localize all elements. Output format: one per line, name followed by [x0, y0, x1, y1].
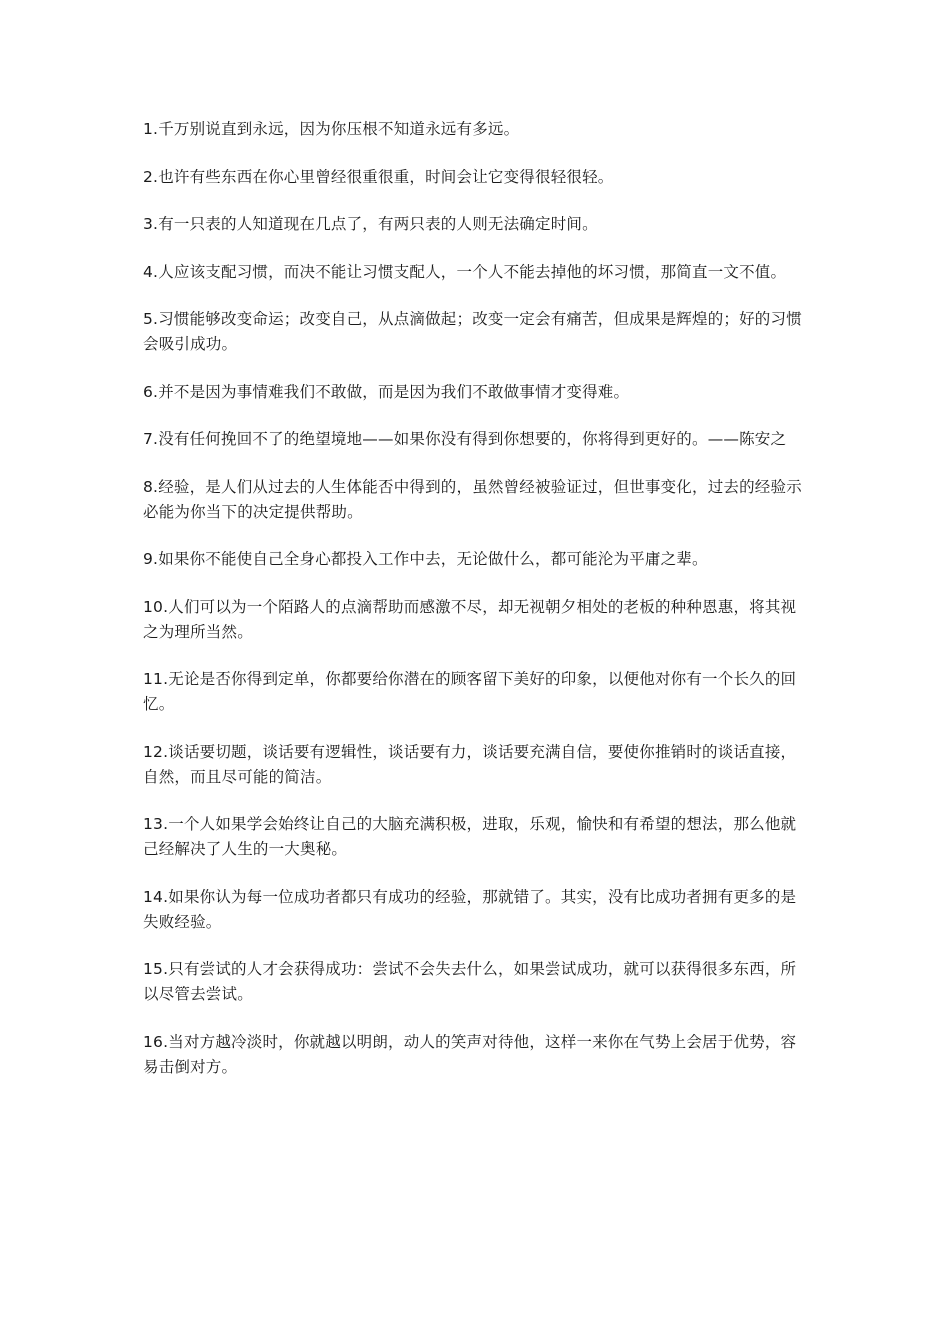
quote-paragraph-14: 14.如果你认为每一位成功者都只有成功的经验，那就错了。其实，没有比成功者拥有更多的是失败经验。 [143, 887, 797, 931]
quote-paragraph-9: 9.如果你不能使自己全身心都投入工作中去，无论做什么，都可能沦为平庸之辈。 [143, 550, 708, 568]
quote-paragraph-12: 12.谈话要切题，谈话要有逻辑性，谈话要有力，谈话要充满自信，要使你推销时的谈话直接，自然，而且尽可能的简洁。 [143, 742, 797, 786]
quote-paragraph-7: 7.没有任何挽回不了的绝望境地——如果你没有得到你想要的，你将得到更好的。——陈安之 [143, 430, 787, 448]
quote-list [143, 117, 811, 1102]
quote-paragraph-3: 3.有一只表的人知道现在几点了，有两只表的人则无法确定时间。 [143, 215, 598, 233]
quote-paragraph-8: 8.经验，是人们从过去的人生体能否中得到的，虽然曾经被验证过，但世事变化，过去的经验示必能为你当下的决定提供帮助。 [143, 477, 802, 521]
quote-paragraph-13: 13.一个人如果学会始终让自己的大脑充满积极，进取，乐观，愉快和有希望的想法，那么他就己经解决了人生的一大奥秘。 [143, 815, 797, 858]
quote-paragraph-15: 15.只有尝试的人才会获得成功：尝试不会失去什么，如果尝试成功，就可以获得很多东西，所以尽管去尝试。 [143, 960, 797, 1003]
quote-paragraph-5: 5.习惯能够改变命运；改变自己，从点滴做起；改变一定会有痛苦，但成果是辉煌的；好的习惯会吸引成功。 [143, 310, 802, 353]
quote-paragraph-11: 11.无论是否你得到定单，你都要给你潜在的顾客留下美好的印象，以便他对你有一个长久的回忆。 [143, 670, 797, 713]
quote-paragraph-10: 10.人们可以为一个陌路人的点滴帮助而感激不尽，却无视朝夕相处的老板的种种恩惠，将其视之为理所当然。 [143, 597, 797, 641]
quote-paragraph-6: 6.并不是因为事情难我们不敢做，而是因为我们不敢做事情才变得难。 [143, 382, 630, 401]
quote-paragraph-4: 4.人应该支配习惯，而决不能让习惯支配人，一个人不能去掉他的坏习惯，那简直一文不值。 [143, 262, 787, 281]
quote-paragraph-16: 16.当对方越冷淡时，你就越以明朗，动人的笑声对待他，这样一来你在气势上会居于优势，容易击倒对方。 [143, 1032, 797, 1076]
quote-paragraph-2: 2.也许有些东西在你心里曾经很重很重，时间会让它变得很轻很轻。 [143, 167, 614, 186]
quote-paragraph-1: 1.千万别说直到永远，因为你压根不知道永远有多远。 [143, 120, 520, 138]
